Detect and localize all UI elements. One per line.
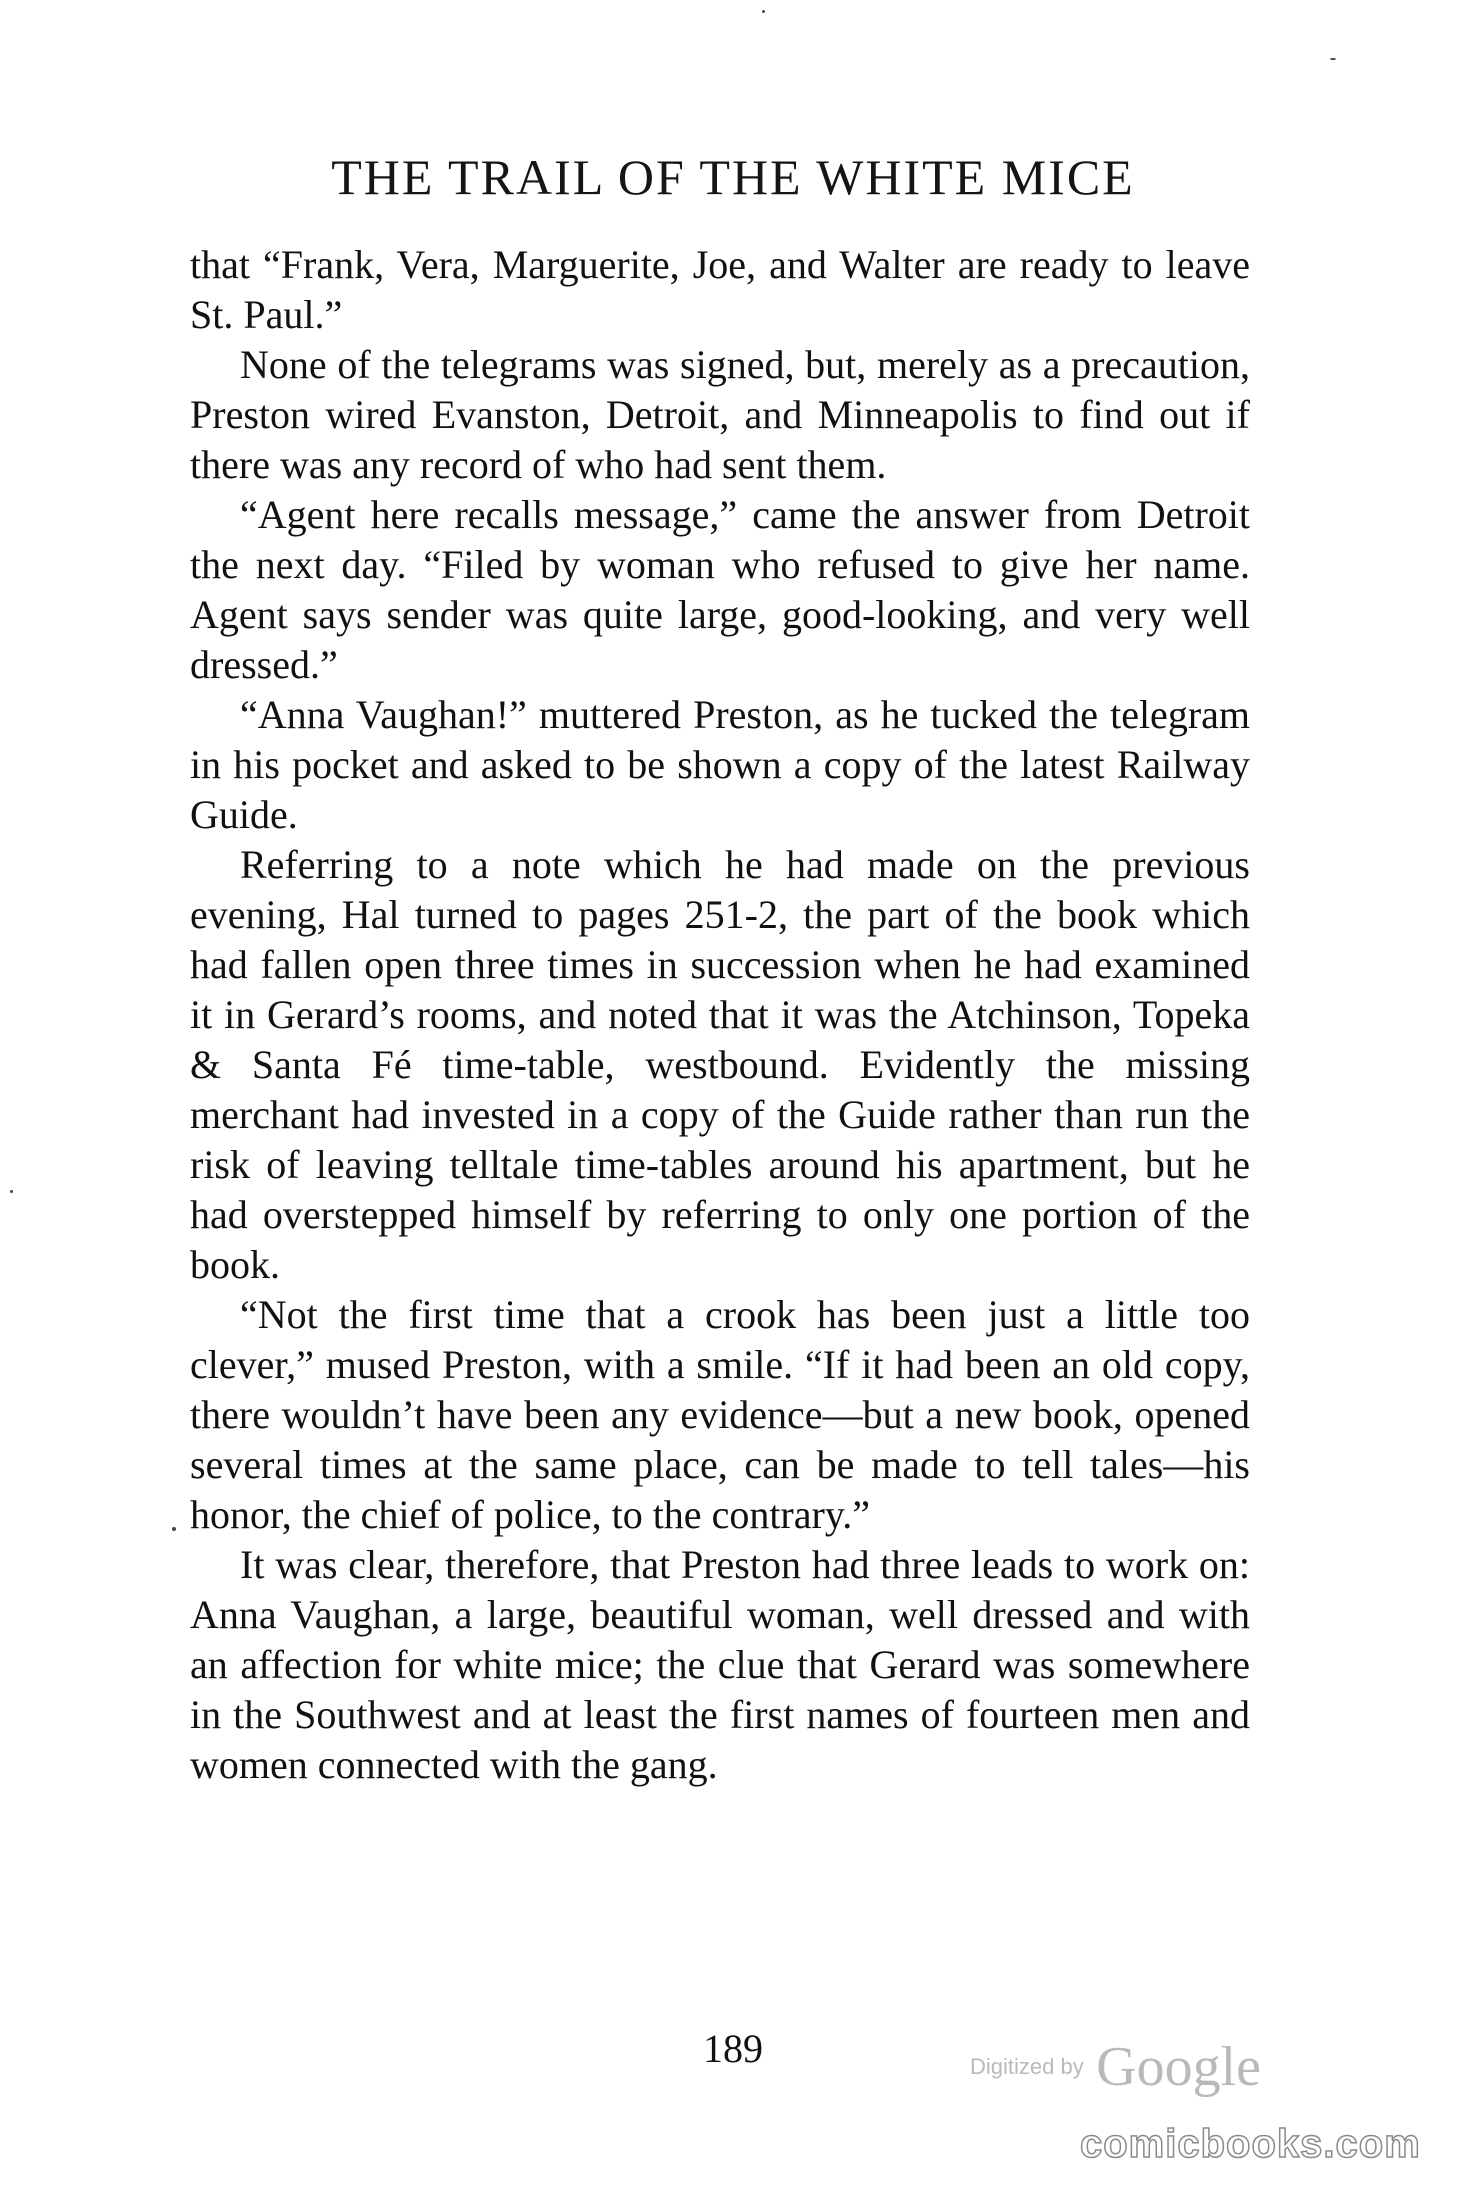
paragraph-7: It was clear, therefore, that Preston had three leads to work on: Anna Vaughan, a large, beautiful woman, well dressed and with an affection for white mice; the clue that Gerard was somewhere in the Southwest and at least the first names of fourteen men and women connected with the gang. <box>190 1542 1250 1787</box>
digitized-prefix: Digitized by <box>970 2054 1084 2079</box>
paragraph-2: None of the telegrams was signed, but, merely as a precaution, Preston wired Evanston, Detroit, and Minneapolis to find out if there was any record of who had sent them. <box>190 342 1250 487</box>
scan-speck <box>172 1527 176 1531</box>
paragraph-3: “Agent here recalls message,” came the answer from Detroit the next day. “Filed by woman who refused to give her name. Agent says sender was quite large, good-looking, and very well dressed.” <box>190 492 1250 687</box>
site-watermark: comicbooks.com <box>1080 2122 1421 2166</box>
paragraph-6: “Not the first time that a crook has been just a little too clever,” mused Preston, with a smile. “If it had been an old copy, there wouldn’t have been any evidence—but a new book, opened several times at the same place, can be made to tell tales—his honor, the chief of police, to the contrary.” <box>190 1292 1250 1537</box>
paragraph-5: Referring to a note which he had made on the previous evening, Hal turned to pages 251-2, the part of the book which had fallen open three times in succession when he had examined it in Gerard’s rooms, and noted that it was the Atchinson, Topeka & Santa Fé time-table, westbound. Evidently the missing merchant had invested in a copy of the Guide rather than run the risk of leaving telltale time-tables around his apartment, but he had overstepped himself by referring to only one portion of the book. <box>190 842 1250 1287</box>
digitized-by-stamp <box>970 2035 1261 2099</box>
paragraph-4: “Anna Vaughan!” muttered Preston, as he tucked the telegram in his pocket and asked to be shown a copy of the latest Railway Guide. <box>190 692 1250 837</box>
scan-speck <box>10 1190 13 1193</box>
running-title: THE TRAIL OF THE WHITE MICE <box>331 149 1135 205</box>
scan-speck <box>762 10 765 13</box>
google-logo-text: Google <box>1096 2036 1262 2098</box>
scan-speck <box>1330 58 1336 60</box>
paragraph-1: that “Frank, Vera, Marguerite, Joe, and Walter are ready to leave St. Paul.” <box>190 242 1250 337</box>
body-text <box>190 240 1250 1790</box>
page-number: 189 <box>703 2026 763 2071</box>
